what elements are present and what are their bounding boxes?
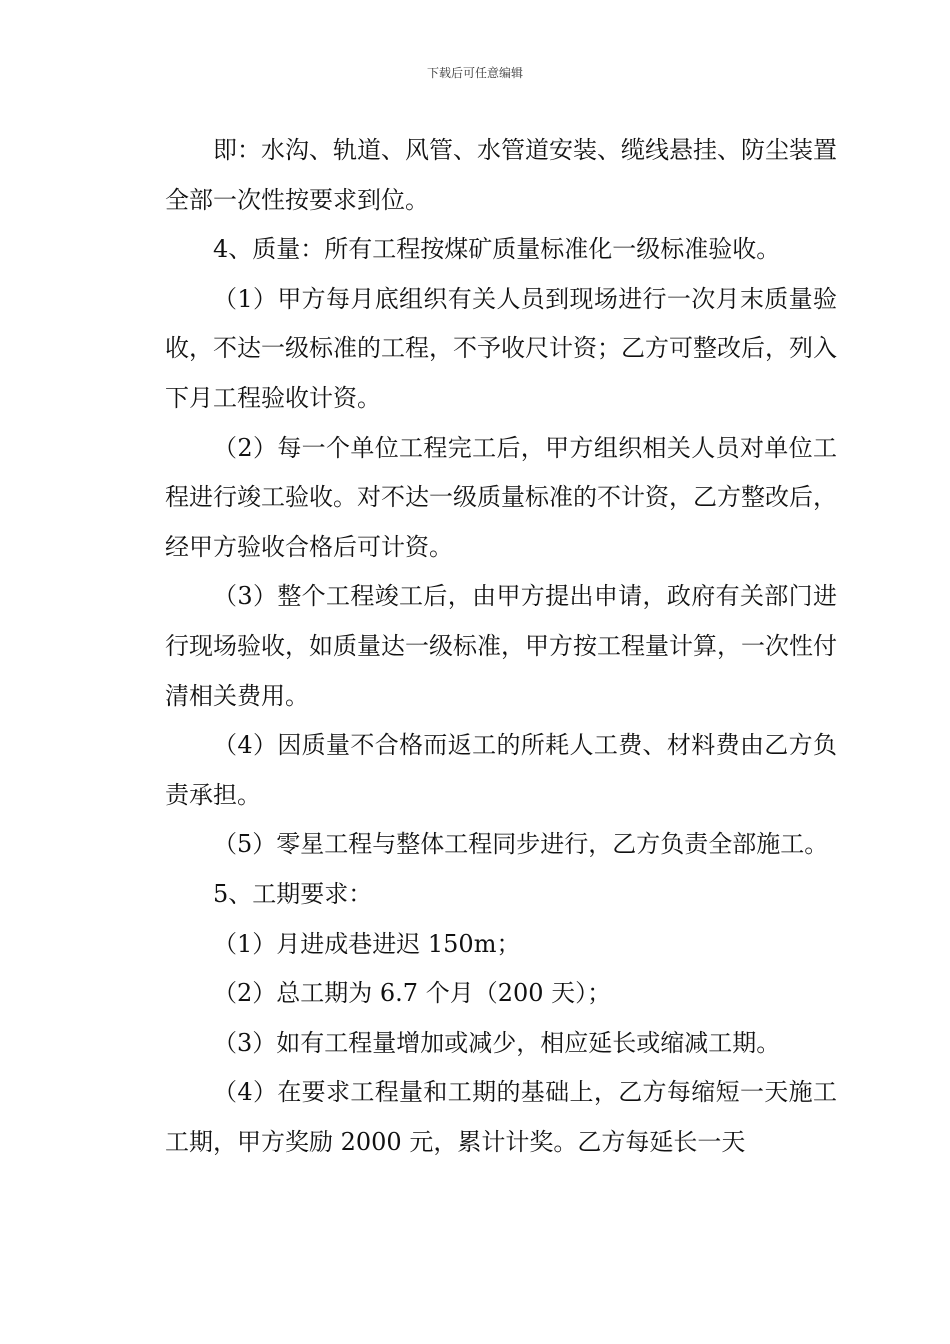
paragraph: （3）整个工程竣工后，由甲方提出申请，政府有关部门进行现场验收，如质量达一级标准，甲方按工程量计算，一次性付清相关费用。	[165, 582, 837, 710]
paragraph: 4、质量：所有工程按煤矿质量标准化一级标准验收。	[213, 235, 781, 264]
paragraph: （1）月进成巷进迟 150m；	[213, 929, 521, 958]
paragraph: （4）在要求工程量和工期的基础上，乙方每缩短一天施工工期，甲方奖励 2000 元，累计计奖。乙方每延长一天	[165, 1078, 837, 1156]
paragraph: （1）甲方每月底组织有关人员到现场进行一次月末质量验收，不达一级标准的工程，不予收尺计资；乙方可整改后，列入下月工程验收计资。	[165, 284, 837, 412]
paragraph: （5）零星工程与整体工程同步进行，乙方负责全部施工。	[213, 830, 829, 859]
paragraph: （2）总工期为 6.7 个月（200 天）；	[213, 979, 612, 1008]
page-header: 下载后可任意编辑	[426, 66, 523, 80]
paragraph: 5、工期要求：	[213, 879, 373, 908]
paragraph: （3）如有工程量增加或减少，相应延长或缩减工期。	[213, 1028, 781, 1057]
document-body	[165, 126, 837, 1167]
paragraph: 即：水沟、轨道、风管、水管道安装、缆线悬挂、防尘装置全部一次性按要求到位。	[165, 136, 837, 214]
paragraph: （2）每一个单位工程完工后，甲方组织相关人员对单位工程进行竣工验收。对不达一级质量标准的不计资，乙方整改后，经甲方验收合格后可计资。	[165, 433, 837, 561]
paragraph: （4）因质量不合格而返工的所耗人工费、材料费由乙方负责承担。	[165, 731, 837, 809]
